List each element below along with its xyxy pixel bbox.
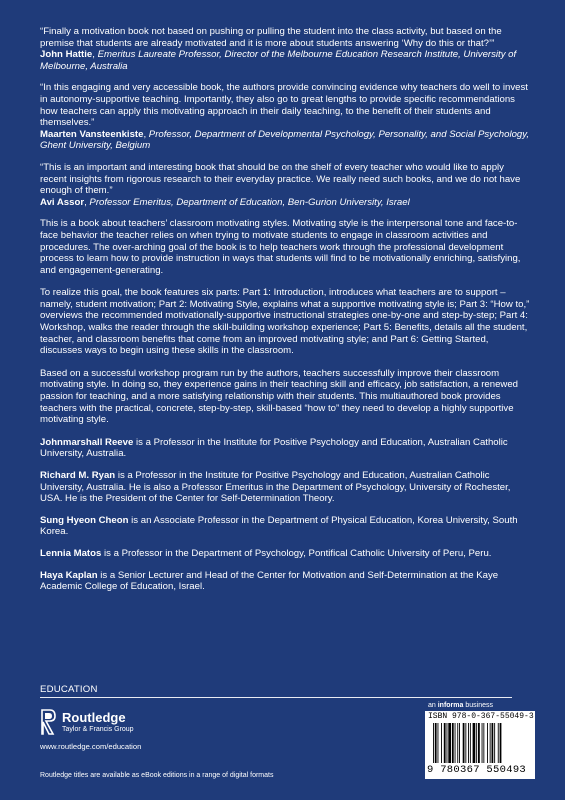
publisher-website: www.routledge.com/education (40, 742, 142, 751)
author-name: Sung Hyeon Cheon (40, 514, 129, 526)
author-bio (40, 437, 530, 460)
barcode-bar (444, 723, 446, 763)
author-bio-text: is a Professor in the Institute for Positive Psychology and Education, Australian Catholic University, Australia. (40, 436, 508, 460)
publisher-subtitle: Taylor & Francis Group (62, 726, 134, 733)
barcode-bar (455, 723, 456, 763)
barcode-bar (468, 723, 469, 763)
description-paragraph: Based on a successful workshop program run by the authors, teachers successfully improve their classroom motivating style. In doing so, they experience gains in their teaching skill and efficacy, job satisfaction, a renewed passion for teaching, and a more satisfying relationship with their students. This multiauthored book provides teachers with the practical, concrete, step-by-step, skill-based “how to” they need to develop a highly supportive motivating style. (40, 367, 519, 426)
barcode-bar (441, 723, 442, 763)
barcode-bar (476, 723, 477, 763)
informa-business-tag: an informa business (428, 702, 493, 709)
barcode-bar (482, 723, 483, 763)
barcode-bar (483, 723, 484, 763)
quote-text: “This is an important and interesting book that should be on the shelf of every teacher who would like to apply recent insights from rigorous research to their everyday practice. We really need such books, and we do not have enough of them.” (40, 161, 521, 197)
author-name: Johnmarshall Reeve (40, 436, 134, 448)
endorser-name: Avi Assor (40, 196, 85, 208)
barcode-bar (457, 723, 458, 763)
publisher-logo (40, 706, 190, 740)
subject-category: EDUCATION (40, 684, 98, 695)
author-bio (40, 548, 530, 560)
barcode-bar (494, 723, 495, 763)
endorser-name: John Hattie (40, 49, 93, 61)
endorser-name: Maarten Vansteenkiste (40, 128, 144, 140)
barcode-bar (498, 723, 499, 763)
informa-brand: informa (437, 702, 464, 709)
endorser-affiliation: Professor, Department of Developmental Psychology, Personality, and Social Psychology, Ghent University, Belgium (40, 128, 530, 152)
description-paragraph: This is a book about teachers’ classroom motivating styles. Motivating style is the interpersonal tone and face-to-face behavior the teacher relies on when trying to motivate students to engage in classroom activities and procedures. The over-arching goal of the book is to help teachers work through the professional development process to learn how to provide instruction in ways that students will find to be motivationally enriching, satisfying, and engagement-generating. (40, 218, 521, 276)
author-name: Lennia Matos (40, 547, 102, 559)
quote-attribution: Avi Assor, Professor Emeritus, Department of Education, Ben-Gurion University, Israel (40, 196, 410, 208)
barcode-bar (463, 723, 465, 763)
barcode-bar (447, 723, 448, 763)
barcode-bar (492, 723, 494, 763)
barcode-digits: 9 780367 550493 (427, 764, 527, 776)
routledge-r-icon (40, 708, 56, 736)
barcode-bar (490, 723, 491, 763)
ebook-note: Routledge titles are available as eBook editions in a range of digital formats (40, 772, 274, 779)
barcode-bars (433, 723, 529, 763)
quote-text: “In this engaging and very accessible book, the authors provide convincing evidence why teachers do well to invest in autonomy-supportive teaching. Importantly, they also go to great lengths to provide specific recommendations how teachers can apply this motivating approach in their daily teaching, to the benefit of their students and themselves.” (40, 82, 528, 129)
endorser-affiliation: Emeritus Laureate Professor, Director of the Melbourne Education Research Institute, University of Melbourne, Australia (40, 49, 517, 72)
barcode-bar (470, 723, 471, 763)
barcode-bar (448, 723, 451, 763)
barcode-bar (452, 723, 454, 763)
barcode-bar (433, 723, 434, 763)
quote-attribution: John Hattie, Emeritus Laureate Professor, Director of the Melbourne Education Research Institute, University of Melbourne, Australia (40, 49, 517, 72)
author-bio-text: is a Senior Lecturer and Head of the Center for Motivation and Self-Determination at the Kaye Academic College of Education, Israel. (40, 569, 499, 593)
author-name: Richard M. Ryan (40, 470, 116, 481)
endorsement-quote (40, 162, 530, 208)
barcode-bar (500, 723, 502, 763)
endorsement-quote (40, 26, 530, 72)
barcode-bar (478, 723, 480, 763)
barcode-bar (473, 723, 476, 763)
author-bio-text: is a Professor in the Institute for Positive Psychology and Education, Australian Catholic University, Australia. He is also a Professor Emeritus in the Department of Psychology, University of Rochester, USA. He is the President of the Center for Self-Determination Theory. (40, 470, 511, 505)
barcode-bar (465, 723, 466, 763)
author-bio-text: is an Associate Professor in the Department of Physical Education, Korea University, South Korea. (40, 514, 518, 538)
author-bio-text: is a Professor in the Department of Psychology, Pontifical Catholic University of Peru, Peru. (101, 547, 492, 559)
publisher-name: Routledge (62, 710, 126, 725)
author-bio (40, 470, 530, 505)
description-paragraph: To realize this goal, the book features six parts: Part 1: Introduction, introduces what teachers are to support – namely, student motivation; Part 2: Motivating Style, explains what a supportive motivating style is; Part 3: “How to,” overviews the recommended motivationally-supportive instructional strategies one-by-one and step-by-step; Part 4: Workshop, walks the reader through the skill-building workshop experience; Part 5: Benefits, details all the student, teacher, and classroom benefits that come from an improved motivating style; and Part 6: Getting Started, discusses ways to begin using these skills in the classroom. (40, 287, 530, 357)
endorsement-quote (40, 82, 530, 152)
isbn-barcode (425, 711, 535, 779)
barcode-bar (459, 723, 460, 763)
author-bio (40, 515, 530, 538)
author-name: Haya Kaplan (40, 569, 98, 581)
barcode-bar (487, 723, 488, 763)
endorser-affiliation: Professor Emeritus, Department of Education, Ben-Gurion University, Israel (89, 196, 410, 208)
quote-attribution: Maarten Vansteenkiste, Professor, Department of Developmental Psychology, Personality, and Social Psychology, Ghent University, Belgium (40, 128, 530, 152)
quote-text: “Finally a motivation book not based on pushing or pulling the student into the class activity, but based on the premise that students are already motivated and it is more about students answering ‘Why do this or that?’” (40, 26, 502, 49)
author-bio (40, 570, 530, 593)
barcode-bar (435, 723, 437, 763)
footer-divider (40, 697, 512, 698)
cover-text-block (40, 26, 530, 603)
isbn-number: ISBN 978-0-367-55049-3 (428, 712, 534, 721)
barcode-bar (438, 723, 439, 763)
